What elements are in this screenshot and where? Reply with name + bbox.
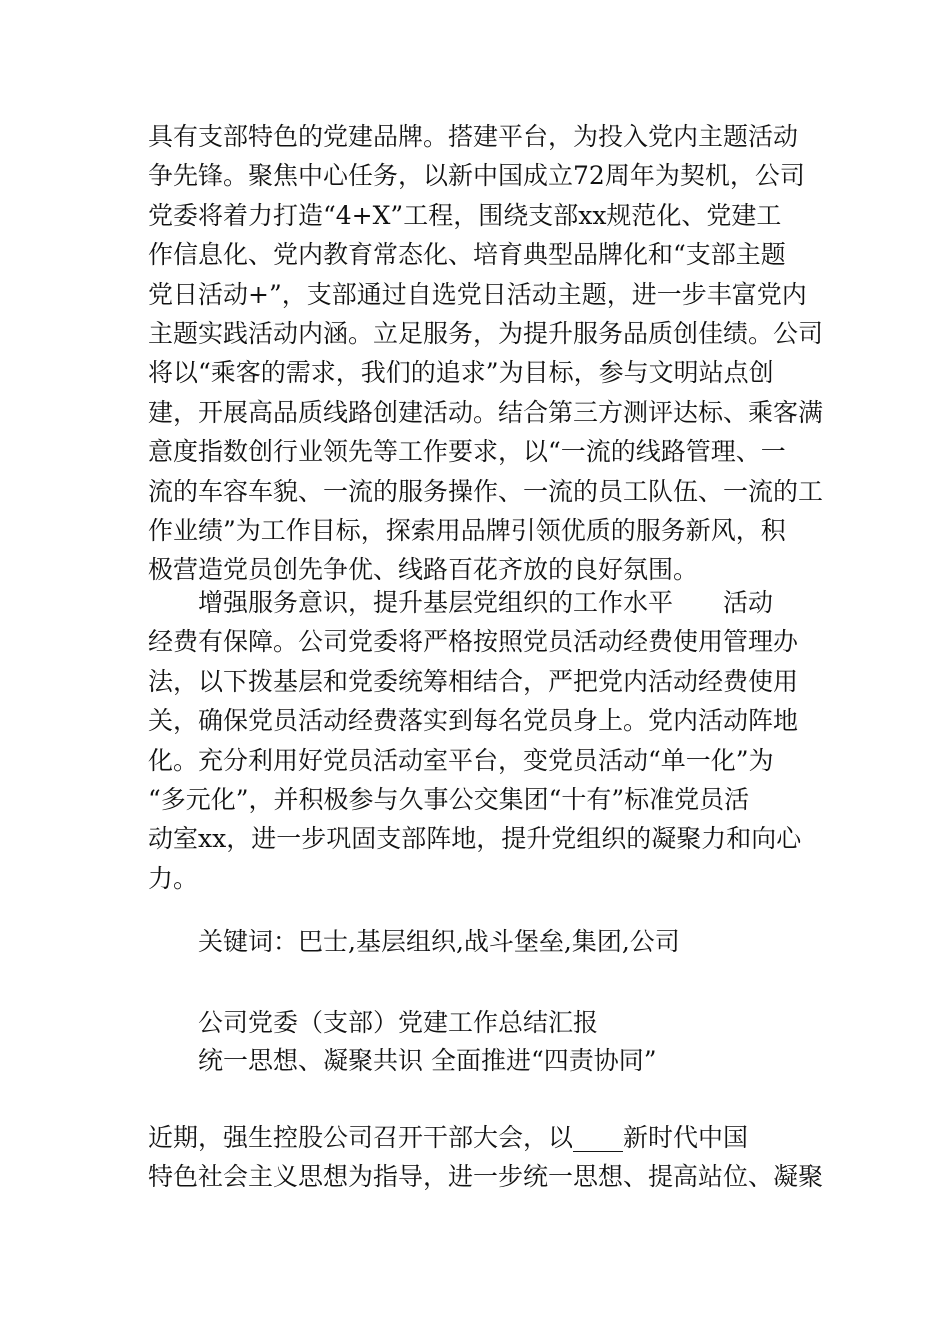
text-line: 作业绩”为工作目标，探索用品牌引领优质的服务新风，积 xyxy=(148,515,786,545)
text-line: 将以“乘客的需求，我们的追求”为目标，参与文明站点创 xyxy=(148,358,774,388)
keywords-line: 关键词：巴士,基层组织,战斗堡垒,集团,公司 xyxy=(198,927,680,956)
body-paragraph-3 xyxy=(148,1118,824,1197)
text-line: 党委将着力打造“4+X”工程，围绕支部xx规范化、党建工 xyxy=(148,200,782,230)
text-line: 化。充分利用好党员活动室平台，变党员活动“单一化”为 xyxy=(148,745,774,775)
text-line: 特色社会主义思想为指导，进一步统一思想、提高站位、凝聚 xyxy=(148,1162,824,1192)
text-line: 建，开展高品质线路创建活动。结合第三方测评达标、乘客满 xyxy=(148,397,824,427)
body-paragraph-1 xyxy=(148,117,824,590)
text-line: 极营造党员创先争优、线路百花齐放的良好氛围。 xyxy=(148,555,699,585)
text-line: 具有支部特色的党建品牌。搭建平台，为投入党内主题活动 xyxy=(148,122,799,151)
text-line: 关，确保党员活动经费落实到每名党员身上。党内活动阵地 xyxy=(148,706,799,736)
text-line: 争先锋。聚焦中心任务，以新中国成立72周年为契机，公司 xyxy=(148,161,805,191)
text-line: “多元化”，并积极参与久事公交集团“十有”标准党员活 xyxy=(148,784,750,814)
text-line: 流的车容车貌、一流的服务操作、一流的员工队伍、一流的工 xyxy=(148,476,824,506)
text-line: 作信息化、党内教育常态化、培育典型品牌化和“支部主题 xyxy=(148,240,786,270)
text-line: 经费有保障。公司党委将严格按照党员活动经费使用管理办 xyxy=(148,627,799,657)
text-line: 近期，强生控股公司召开干部大会，以____新时代中国 xyxy=(148,1123,749,1152)
text-line: 力。 xyxy=(148,863,199,893)
document-subtitle: 统一思想、凝聚共识 全面推进“四责协同” xyxy=(198,1046,657,1075)
text-line: 动室xx，进一步巩固支部阵地，提升党组织的凝聚力和向心 xyxy=(148,824,802,854)
text-line: 党日活动+”，支部通过自选党日活动主题，进一步丰富党内 xyxy=(148,279,807,309)
text-line: 增强服务意识，提升基层党组织的工作水平 活动 xyxy=(148,588,774,617)
text-line: 法，以下拨基层和党委统筹相结合，严把党内活动经费使用 xyxy=(148,666,799,696)
document-title: 公司党委（支部）党建工作总结汇报 xyxy=(198,1008,599,1037)
text-line: 主题实践活动内涵。立足服务，为提升服务品质创佳绩。公司 xyxy=(148,318,824,348)
text-line: 意度指数创行业领先等工作要求，以“一流的线路管理、一 xyxy=(148,437,786,467)
body-paragraph-2 xyxy=(148,583,808,898)
